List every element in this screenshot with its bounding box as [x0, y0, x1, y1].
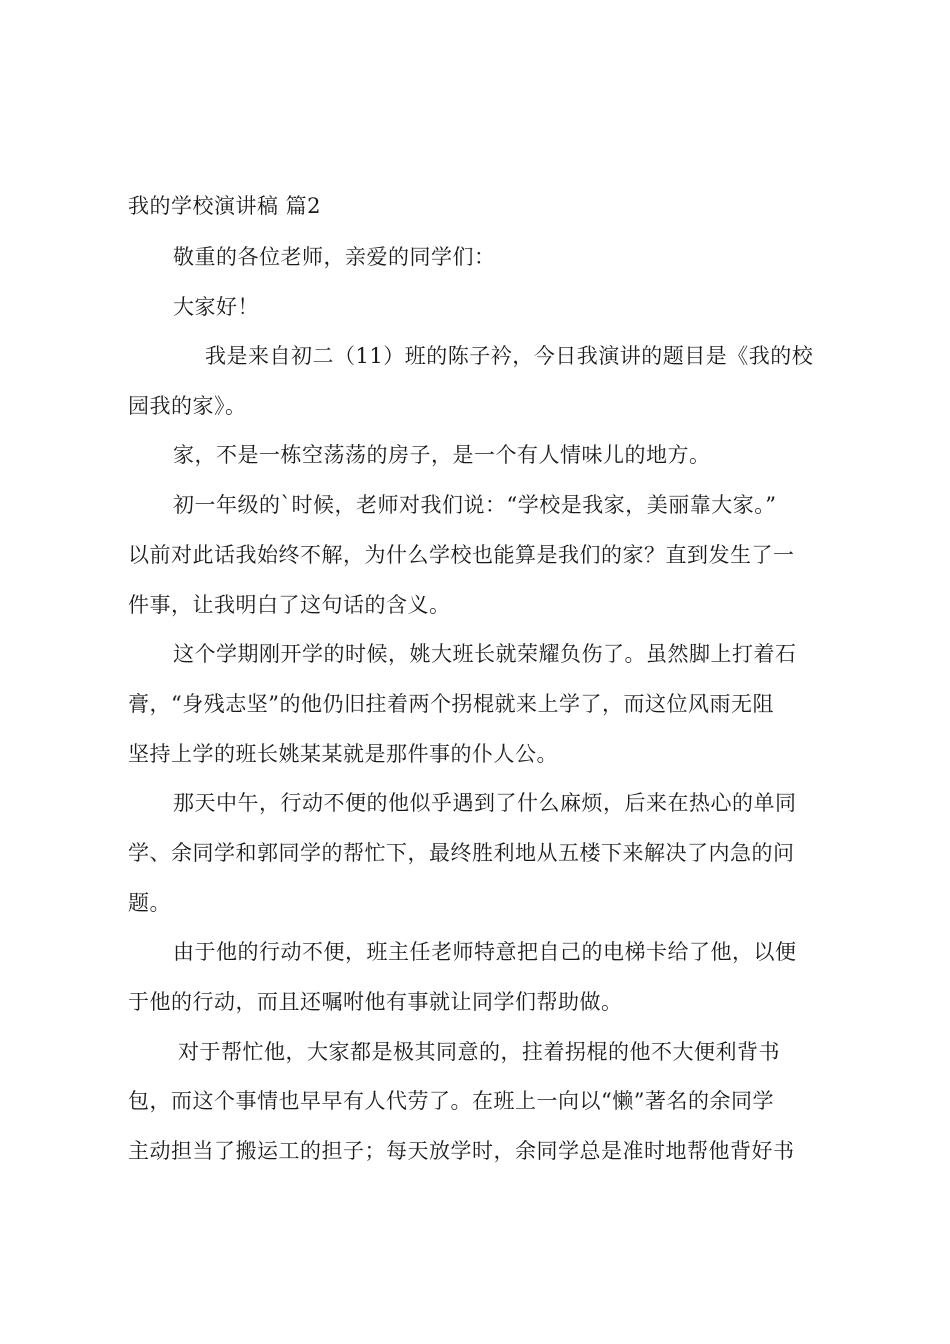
paragraph-line: 膏，“身残志坚”的他仍旧拄着两个拐棍就来上学了，而这位风雨无阻: [128, 692, 774, 716]
paragraph-line: 初一年级的`时候，老师对我们说：“学校是我家，美丽靠大家。”: [173, 493, 777, 517]
paragraph-line: 敬重的各位老师，亲爱的同学们：: [173, 245, 496, 269]
paragraph-line: 于他的行动，而且还嘱咐他有事就让同学们帮助做。: [128, 990, 623, 1014]
paragraph-line: 主动担当了搬运工的担子；每天放学时，余同学总是准时地帮他背好书: [128, 1139, 795, 1163]
paragraph-line: 家，不是一栋空荡荡的房子，是一个有人情味儿的地方。: [173, 443, 711, 467]
document-title: 我的学校演讲稿 篇2: [128, 194, 322, 218]
paragraph-line: 学、余同学和郭同学的帮忙下，最终胜利地从五楼下来解决了内急的问: [128, 841, 795, 865]
paragraph-line: 对于帮忙他，大家都是极其同意的，拄着拐棍的他不大便利背书: [178, 1040, 780, 1064]
paragraph-line: 这个学期刚开学的时候，姚大班长就荣耀负伤了。虽然脚上打着石: [173, 642, 797, 666]
paragraph-line: 由于他的行动不便，班主任老师特意把自己的电梯卡给了他，以便: [173, 940, 797, 964]
paragraph-line: 那天中午，行动不便的他似乎遇到了什么麻烦，后来在热心的单同: [173, 791, 797, 815]
paragraph-line: 我是来自初二（11）班的陈子衿，今日我演讲的题目是《我的校: [205, 344, 814, 368]
paragraph-line: 园我的家》。: [128, 394, 247, 418]
paragraph-line: 题。: [128, 891, 171, 915]
paragraph-line: 大家好！: [173, 295, 259, 319]
paragraph-line: 以前对此话我始终不解，为什么学校也能算是我们的家？直到发生了一: [128, 543, 795, 567]
paragraph-line: 包，而这个事情也早早有人代劳了。在班上一向以“懒”著名的余同学: [128, 1089, 774, 1113]
paragraph-line: 件事，让我明白了这句话的含义。: [128, 593, 451, 617]
paragraph-line: 坚持上学的班长姚某某就是那件事的仆人公。: [128, 742, 558, 766]
